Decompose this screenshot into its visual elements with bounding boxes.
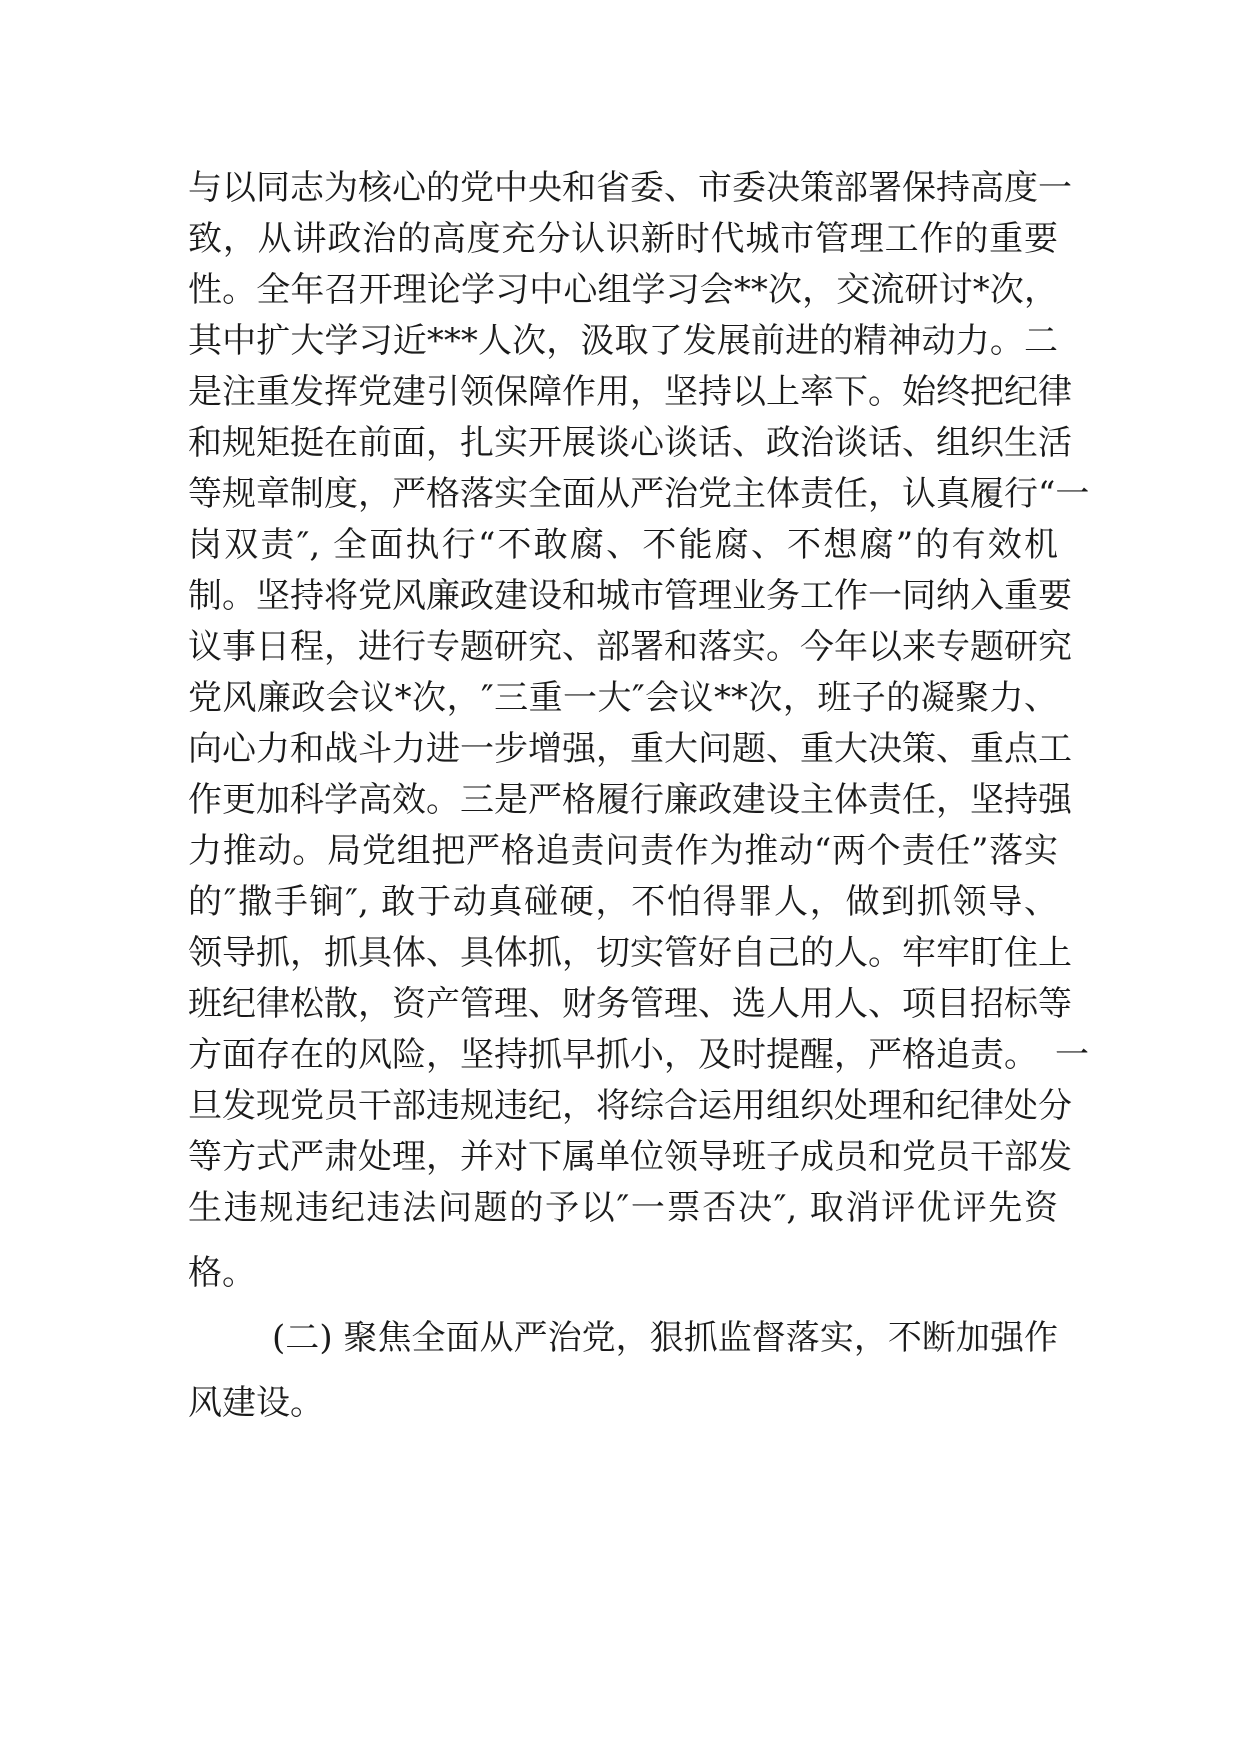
text-line: 其中扩大学习近***人次，汲取了发展前进的精神动力。二	[188, 321, 1058, 361]
heading-line: 风建设。	[188, 1383, 324, 1423]
text-line: 是注重发挥党建引领保障作用，坚持以上率下。始终把纪律	[188, 372, 1072, 412]
text-line: 与以同志为核心的党中央和省委、市委决策部署保持高度一	[188, 168, 1072, 208]
text-line: 和规矩挺在前面，扎实开展谈心谈话、政治谈话、组织生活	[188, 423, 1072, 463]
text-line: 党风廉政会议*次，″三重一大″会议**次，班子的凝聚力、	[188, 678, 1058, 718]
text-line: 力推动。局党组把严格追责问责作为推动“两个责任”落实	[188, 831, 1058, 871]
text-line: 的″撒手锏″, 敢于动真碰硬，不怕得罪人，做到抓领导、	[188, 882, 1058, 922]
text-line: 向心力和战斗力进一步增强，重大问题、重大决策、重点工	[188, 729, 1072, 769]
text-line: 作更加科学高效。三是严格履行廉政建设主体责任，坚持强	[188, 780, 1072, 820]
text-line: 制。坚持将党风廉政建设和城市管理业务工作一同纳入重要	[188, 576, 1072, 616]
paragraph	[188, 163, 1090, 1299]
text-line: 岗双责″, 全面执行“不敢腐、不能腐、不想腐”的有效机	[188, 525, 1058, 565]
text-line: 方面存在的风险，坚持抓早抓小，及时提醒，严格追责。 一	[188, 1035, 1089, 1075]
text-line: 班纪律松散，资产管理、财务管理、选人用人、项目招标等	[188, 984, 1072, 1024]
text-line: 性。全年召开理论学习中心组学习会**次，交流研讨*次，	[188, 270, 1058, 310]
text-line: 领导抓，抓具体、具体抓，切实管好自己的人。牢牢盯住上	[188, 933, 1072, 973]
text-line: 议事日程，进行专题研究、部署和落实。今年以来专题研究	[188, 627, 1072, 667]
body-text	[188, 163, 1090, 1429]
text-line: 旦发现党员干部违规违纪，将综合运用组织处理和纪律处分	[188, 1086, 1072, 1126]
section-heading	[188, 1313, 1058, 1429]
text-line: 生违规违纪违法问题的予以″一票否决″, 取消评优评先资	[188, 1188, 1058, 1228]
text-line: 格。	[188, 1253, 256, 1293]
heading-line: (二) 聚焦全面从严治党，狠抓监督落实，不断加强作	[272, 1318, 1058, 1358]
text-line: 等方式严肃处理，并对下属单位领导班子成员和党员干部发	[188, 1137, 1072, 1177]
text-line: 致，从讲政治的高度充分认识新时代城市管理工作的重要	[188, 219, 1058, 259]
text-line: 等规章制度，严格落实全面从严治党主体责任，认真履行“一	[188, 474, 1090, 514]
